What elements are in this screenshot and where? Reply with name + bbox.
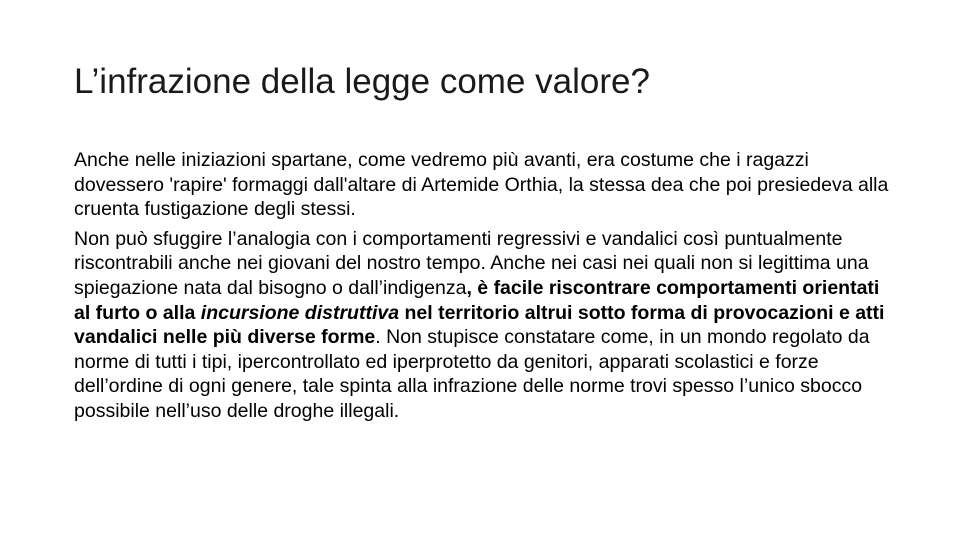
paragraph-spartan-initiations: Anche nelle iniziazioni spartane, come vedremo più avanti, era costume che i ragazzi dovessero 'rapire' formaggi dall'altare di Artemide Orthia, la stessa dea che poi presiedeva alla cruenta fustigazione degli stessi. (74, 149, 889, 221)
emphasis-vandal-acts: nel territorio altrui sotto forma di provocazioni e atti vandalici nelle più diverse forme (74, 301, 885, 349)
paragraph-analogy-text: Non può sfuggire l’analogia con i comportamenti regressivi e vandalici così puntualmente riscontrabili anche nei giovani del nostro tempo. Anche nei casi nei quali non si legittima una spiegazione nata dal bisogno o dall’indigenza (74, 227, 869, 299)
paragraph-analogy-conclusion: . Non stupisce constatare come, in un mondo regolato da norme di tutti i tipi, ipercontrollato ed iperprotetto da genitori, apparati scolastici e forze dell’ordine di ogni genere, tale spinta alla infrazione delle norme trovi spesso l’unico sbocco possibile nell’uso delle droghe illegali. (74, 326, 870, 422)
slide-title: L’infrazione della legge come valore? (74, 62, 650, 101)
slide-body (74, 148, 890, 429)
emphasis-theft-orientation: , è facile riscontrare comportamenti orientati al furto o alla (74, 276, 880, 324)
emphasis-destructive-incursion: incursione distruttiva (200, 301, 400, 324)
paragraph-analogy (74, 227, 890, 424)
